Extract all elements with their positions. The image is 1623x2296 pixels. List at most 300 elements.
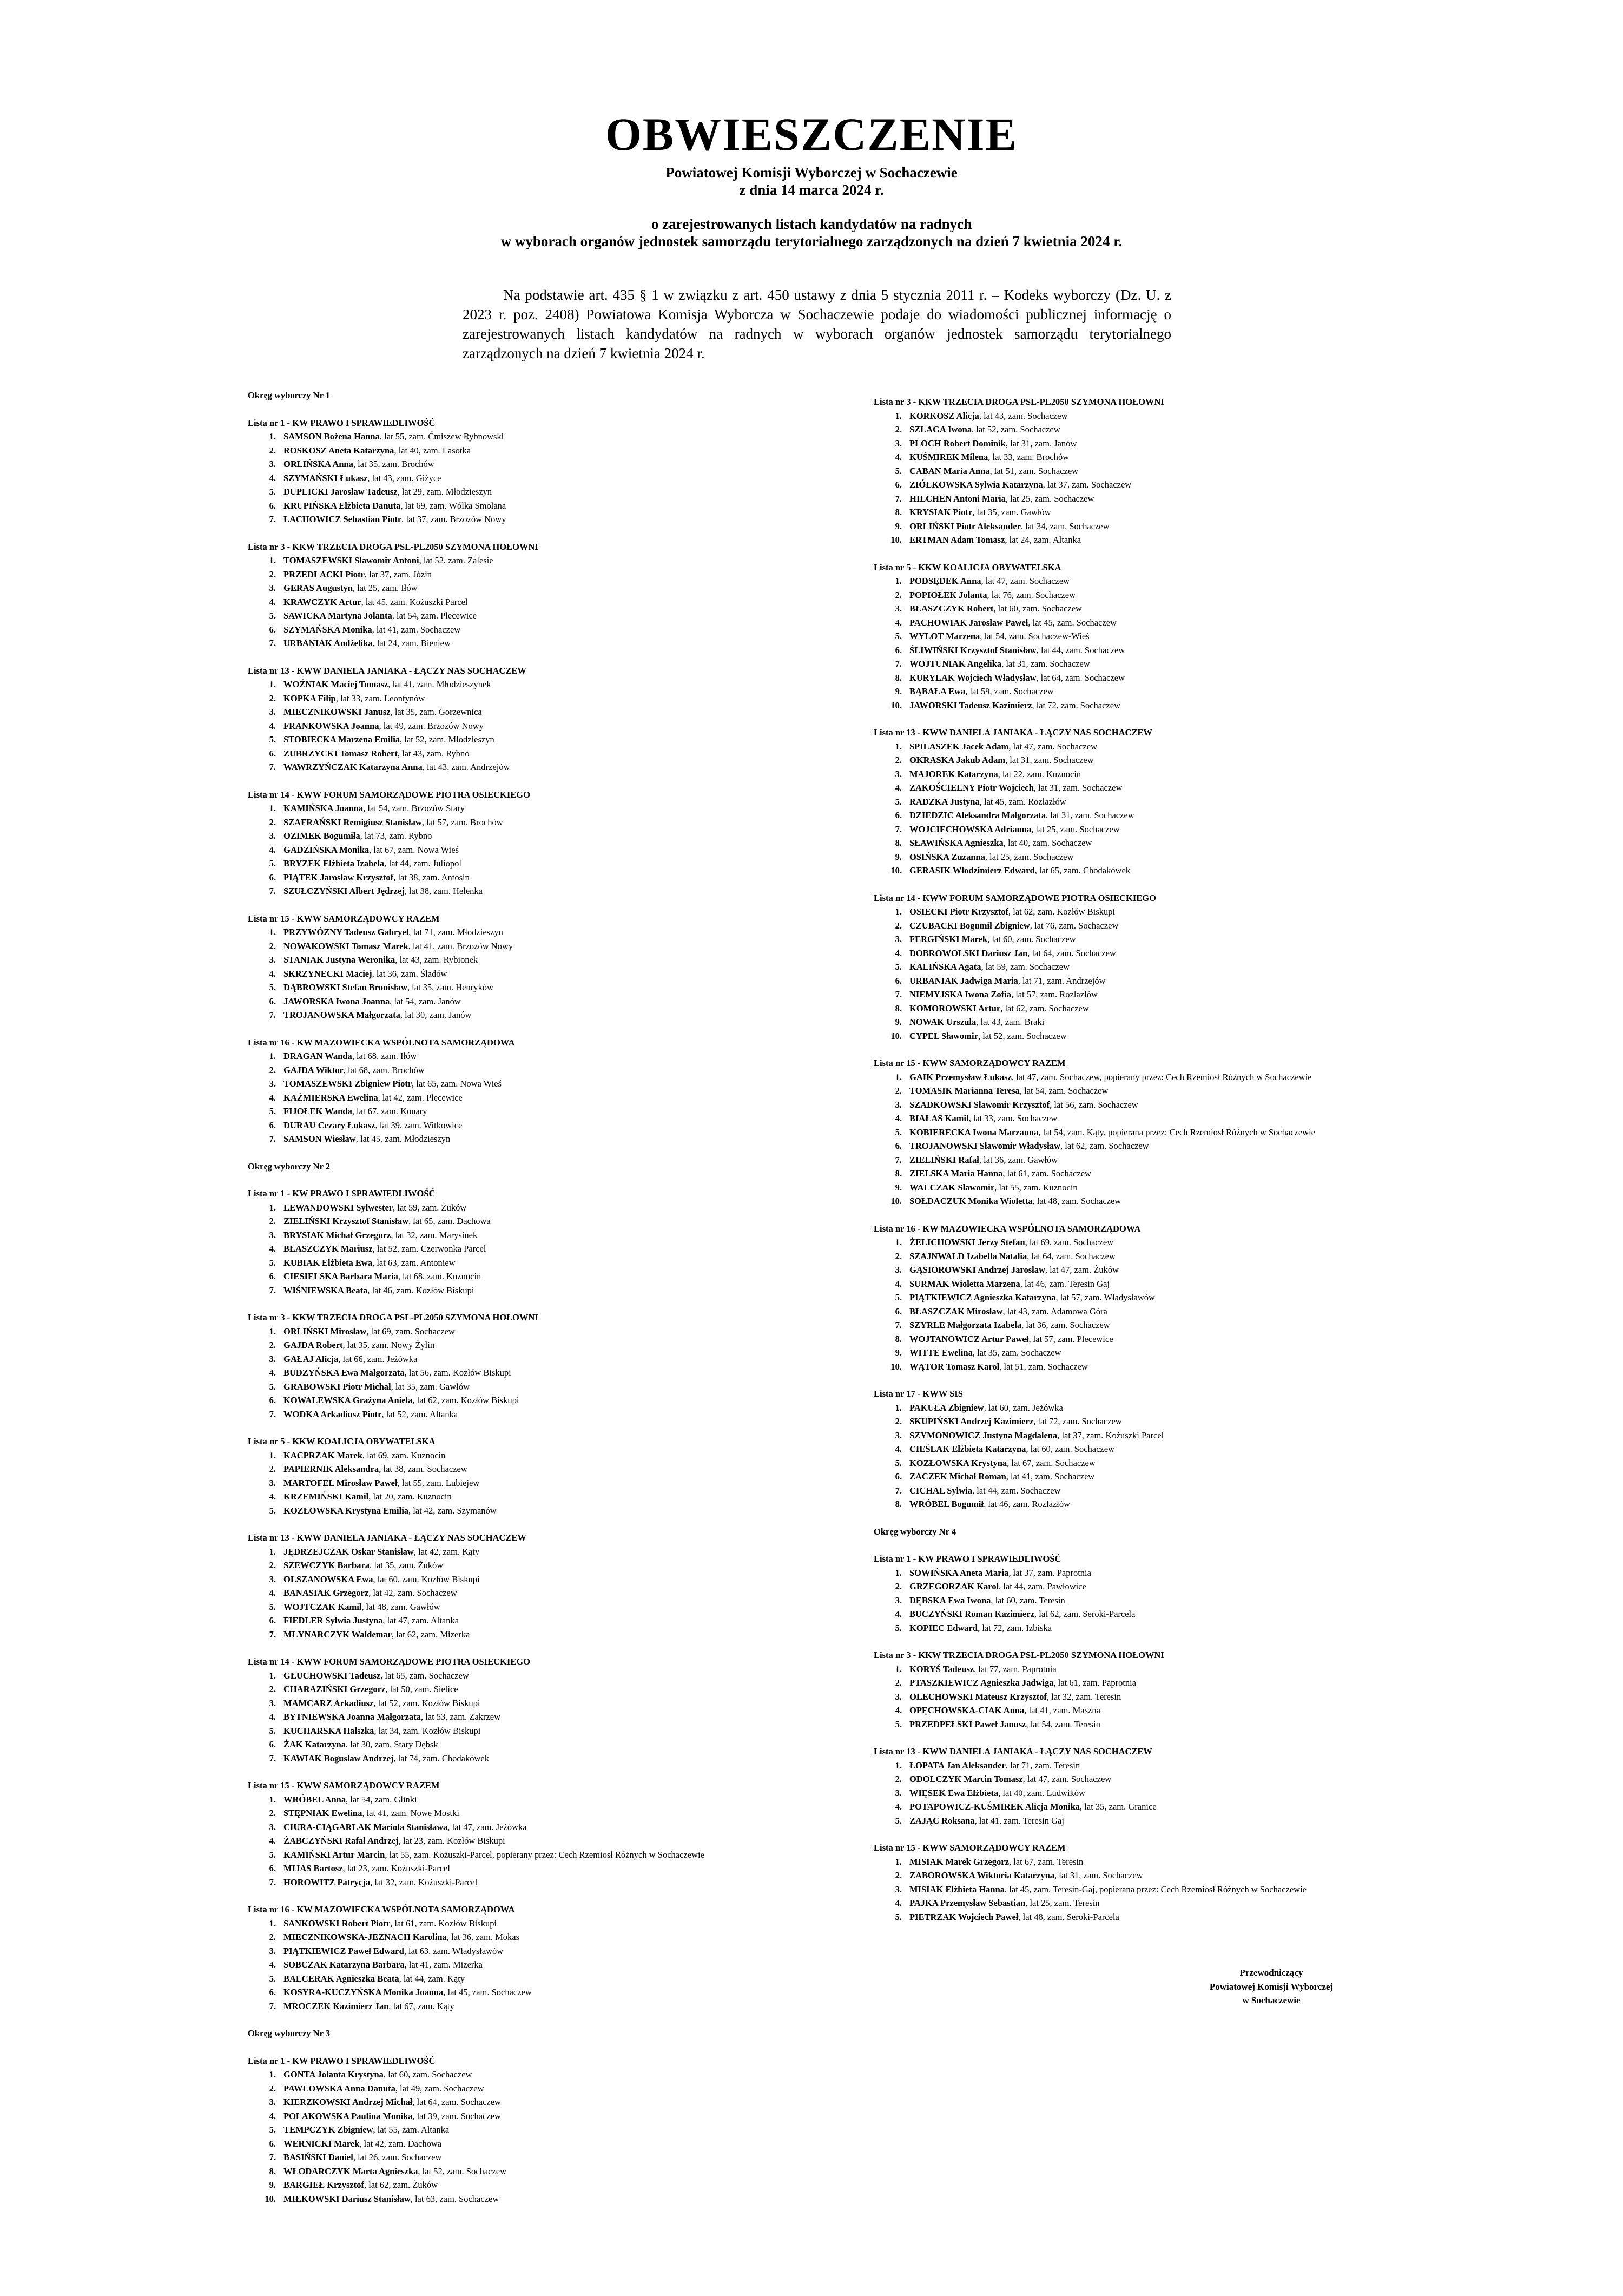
candidate-row bbox=[248, 995, 870, 1009]
candidate-name: KACPRZAK Marek bbox=[283, 1450, 362, 1461]
candidate-details: , lat 62, zam. Żuków bbox=[364, 2180, 438, 2190]
candidate-number: 6. bbox=[269, 748, 276, 759]
candidate-row bbox=[874, 1621, 1496, 1635]
candidate-number: 3. bbox=[895, 1691, 902, 1702]
candidate-name: NOWAKOWSKI Tomasz Marek bbox=[283, 940, 408, 951]
candidate-number: 3. bbox=[895, 603, 902, 614]
candidate-details: , lat 45, zam. Sochaczew bbox=[443, 1987, 532, 1997]
candidate-row bbox=[874, 1167, 1496, 1181]
candidate-details: , lat 54, zam. Plecewice bbox=[392, 610, 477, 621]
candidate-text bbox=[902, 795, 1496, 809]
candidate-details: , lat 37, zam. Sochaczew bbox=[1043, 479, 1132, 490]
candidate-row bbox=[874, 464, 1496, 478]
candidate-number: 5. bbox=[269, 1725, 276, 1736]
candidate-name: ZUBRZYCKI Tomasz Robert bbox=[283, 748, 398, 759]
candidate-number: 6. bbox=[269, 1120, 276, 1130]
candidate-number: 1. bbox=[269, 803, 276, 813]
candidate-details: , lat 36, zam. Sochaczew bbox=[1021, 1320, 1110, 1330]
candidate-name: WOŹNIAK Maciej Tomasz bbox=[283, 679, 388, 689]
candidate-number: 5. bbox=[269, 1257, 276, 1268]
candidate-number: 5. bbox=[269, 2124, 276, 2135]
candidate-row bbox=[248, 1724, 870, 1738]
candidate-number: 7. bbox=[269, 1134, 276, 1144]
candidate-row bbox=[248, 1228, 870, 1242]
candidate-number: 7. bbox=[269, 514, 276, 524]
candidate-number: 5. bbox=[895, 962, 902, 972]
candidate-row bbox=[248, 485, 870, 499]
candidate-text bbox=[276, 2150, 870, 2165]
candidate-text bbox=[902, 643, 1496, 657]
candidate-text bbox=[276, 1628, 870, 1642]
candidate-name: SOBCZAK Katarzyna Barbara bbox=[283, 1959, 405, 1970]
candidate-number: 7. bbox=[269, 886, 276, 896]
candidate-text bbox=[902, 1277, 1496, 1291]
candidate-number: 4. bbox=[895, 948, 902, 958]
candidate-text bbox=[276, 857, 870, 871]
candidate-details: , lat 57, zam. Brochów bbox=[421, 817, 503, 827]
candidate-name: TOMASZEWSKI Zbigniew Piotr bbox=[283, 1078, 412, 1089]
candidate-name: POTAPOWICZ-KUŚMIREK Alicja Monika bbox=[909, 1801, 1080, 1812]
candidate-number: 2. bbox=[269, 1340, 276, 1350]
candidate-details: , lat 41, zam. Mizerka bbox=[404, 1959, 483, 1970]
candidate-number: 6. bbox=[895, 644, 902, 655]
candidate-details: , lat 57, zam. Rozlazłów bbox=[1011, 989, 1098, 999]
candidate-text bbox=[276, 471, 870, 485]
candidate-row bbox=[248, 1119, 870, 1133]
candidate-name: LEWANDOWSKI Sylwester bbox=[283, 1202, 393, 1213]
candidate-row bbox=[874, 505, 1496, 519]
candidate-number: 9. bbox=[895, 1347, 902, 1358]
candidate-number: 6. bbox=[895, 479, 902, 490]
candidate-text bbox=[276, 1917, 870, 1931]
candidate-name: SKUPIŃSKI Andrzej Kazimierz bbox=[909, 1416, 1034, 1426]
candidate-details: , lat 43, zam. Rybno bbox=[397, 748, 470, 759]
candidate-details: , lat 60, zam. Jeżówka bbox=[984, 1402, 1063, 1413]
candidate-details: , lat 65, zam. Dachowa bbox=[408, 1216, 491, 1226]
candidate-row bbox=[248, 2123, 870, 2137]
candidate-details: , lat 54, zam. Kąty, popierana przez: Cech Rzemiosł Różnych w Sochaczewie bbox=[1038, 1127, 1315, 1137]
candidate-number: 5. bbox=[269, 1381, 276, 1392]
candidate-number: 1. bbox=[269, 1794, 276, 1805]
candidate-details: , lat 52, zam. Zalesie bbox=[419, 555, 493, 565]
candidate-number: 7. bbox=[269, 638, 276, 648]
candidate-details: , lat 42, zam. Plecewice bbox=[378, 1092, 463, 1103]
candidate-number: 4. bbox=[269, 596, 276, 607]
candidate-text bbox=[902, 850, 1496, 864]
candidate-details: , lat 62, zam. Sochaczew bbox=[1060, 1141, 1149, 1151]
candidate-name: WĄTOR Tomasz Karol bbox=[909, 1361, 1000, 1372]
list-title: Lista nr 1 - KW PRAWO I SPRAWIEDLIWOŚĆ bbox=[248, 2055, 436, 2066]
candidate-list bbox=[248, 1036, 870, 1146]
list-title: Lista nr 16 - KW MAZOWIECKA WSPÓLNOTA SAMORZĄDOWA bbox=[248, 1904, 515, 1915]
candidate-details: , lat 33, zam. Leontynów bbox=[335, 693, 425, 703]
candidate-number: 1. bbox=[895, 1856, 902, 1867]
candidate-number: 8. bbox=[895, 1003, 902, 1014]
candidate-details: , lat 33, zam. Brochów bbox=[988, 452, 1070, 462]
candidate-row bbox=[874, 1883, 1496, 1897]
candidate-details: , lat 48, zam. Gawłów bbox=[361, 1601, 440, 1612]
candidate-row bbox=[248, 1710, 870, 1724]
candidate-number: 7. bbox=[269, 1629, 276, 1640]
candidate-name: OKRASKA Jakub Adam bbox=[909, 755, 1005, 765]
candidate-row bbox=[248, 609, 870, 623]
candidate-list bbox=[874, 726, 1496, 878]
candidate-name: KOBIERECKA Iwona Marzanna bbox=[909, 1127, 1039, 1137]
candidate-name: KUCHARSKA Halszka bbox=[283, 1725, 374, 1736]
candidate-number: 5. bbox=[895, 465, 902, 476]
candidate-details: , lat 43, zam. Adamowa Góra bbox=[1002, 1306, 1107, 1317]
candidate-details: , lat 64, zam. Sochaczew bbox=[1027, 1251, 1116, 1261]
candidate-text bbox=[276, 1063, 870, 1077]
candidate-details: , lat 37, zam. Brzozów Nowy bbox=[401, 514, 506, 524]
notice-date: z dnia 14 marca 2024 r. bbox=[739, 182, 884, 198]
candidate-name: MROCZEK Kazimierz Jan bbox=[283, 2001, 389, 2011]
candidate-row bbox=[248, 1834, 870, 1848]
candidate-details: , lat 32, zam. Marysinek bbox=[391, 1229, 478, 1240]
candidate-text bbox=[902, 423, 1496, 437]
candidate-number: 2. bbox=[895, 1677, 902, 1688]
candidate-number: 1. bbox=[269, 431, 276, 442]
candidate-details: , lat 44, zam. Pawłowice bbox=[999, 1581, 1086, 1591]
candidate-row bbox=[248, 457, 870, 471]
candidate-name: BYTNIEWSKA Joanna Małgorzata bbox=[283, 1712, 421, 1722]
candidate-text bbox=[902, 946, 1496, 960]
candidate-row bbox=[874, 1181, 1496, 1195]
candidate-row bbox=[874, 836, 1496, 850]
candidate-text bbox=[276, 499, 870, 513]
list-title: Lista nr 1 - KW PRAWO I SPRAWIEDLIWOŚĆ bbox=[248, 1188, 436, 1199]
candidate-name: ZIÓŁKOWSKA Sylwia Katarzyna bbox=[909, 479, 1043, 490]
candidate-text bbox=[276, 1201, 870, 1215]
candidate-number: 6. bbox=[269, 624, 276, 635]
candidate-row bbox=[248, 1407, 870, 1422]
candidate-details: , lat 67, zam. Teresin bbox=[1008, 1856, 1084, 1867]
candidate-name: PAKUŁA Zbigniew bbox=[909, 1402, 984, 1413]
candidate-number: 8. bbox=[895, 1333, 902, 1344]
candidate-text bbox=[276, 1669, 870, 1683]
candidate-details: , lat 72, zam. Sochaczew bbox=[1033, 1416, 1122, 1426]
candidate-row bbox=[248, 1696, 870, 1711]
candidate-text bbox=[902, 478, 1496, 492]
candidate-details: , lat 62, zam. Sochaczew bbox=[1000, 1003, 1089, 1014]
candidate-name: SZLAGA Iwona bbox=[909, 424, 972, 435]
candidate-list bbox=[874, 1552, 1496, 1635]
candidate-row bbox=[248, 1338, 870, 1352]
candidate-text bbox=[902, 519, 1496, 534]
candidate-name: WERNICKI Marek bbox=[283, 2138, 360, 2149]
candidate-number: 5. bbox=[269, 1849, 276, 1860]
intro-paragraph: Na podstawie art. 435 § 1 w związku z art. 450 ustawy z dnia 5 stycznia 2011 r. – Kodeks wyborczy (Dz. U. z 2023 r. poz. 2408) Powiatowa Komisja Wyborcza w Sochaczewie podaje do wiadomości publicznej informację o zarejestrowanych listach kandydatów na radnych w wyborach organów jednostek samorządu terytorialnego zarządzonych na dzień 7 kwietnia 2024 r. bbox=[463, 287, 1171, 361]
candidate-details: , lat 63, zam. Władysławów bbox=[404, 1945, 504, 1956]
candidate-name: GAJDA Robert bbox=[283, 1340, 343, 1350]
candidate-name: GĄSIOROWSKI Andrzej Jarosław bbox=[909, 1265, 1045, 1275]
candidate-row bbox=[874, 1291, 1496, 1305]
candidate-row bbox=[874, 1153, 1496, 1167]
candidate-number: 3. bbox=[269, 1698, 276, 1708]
candidate-number: 2. bbox=[269, 445, 276, 456]
candidate-list bbox=[248, 664, 870, 774]
candidate-row bbox=[248, 1352, 870, 1366]
candidate-details: , lat 43, zam. Sochaczew bbox=[979, 410, 1068, 421]
notice-subject-line1: o zarejestrowanych listach kandydatów na radnych bbox=[651, 216, 972, 232]
candidate-name: MIECZNIKOWSKA-JEZNACH Karolina bbox=[283, 1932, 447, 1942]
candidate-row bbox=[874, 1566, 1496, 1580]
candidate-text bbox=[902, 1084, 1496, 1098]
candidate-details: , lat 69, zam. Sochaczew bbox=[1025, 1237, 1114, 1247]
candidate-row bbox=[248, 1752, 870, 1766]
candidate-details: , lat 29, zam. Młodzieszyn bbox=[397, 486, 492, 497]
list-title: Lista nr 1 - KW PRAWO I SPRAWIEDLIWOŚĆ bbox=[874, 1554, 1061, 1564]
candidate-name: JAWORSKA Iwona Joanna bbox=[283, 996, 390, 1006]
candidate-name: BANASIAK Grzegorz bbox=[283, 1588, 369, 1598]
candidate-row bbox=[248, 1462, 870, 1476]
candidate-text bbox=[902, 919, 1496, 933]
candidate-text bbox=[276, 2082, 870, 2096]
candidate-name: FIEDLER Sylwia Justyna bbox=[283, 1615, 383, 1626]
candidate-text bbox=[902, 588, 1496, 602]
candidate-text bbox=[902, 437, 1496, 451]
candidate-number: 3. bbox=[269, 1353, 276, 1364]
candidate-details: , lat 55, zam. Kuznocin bbox=[994, 1182, 1078, 1193]
candidate-name: CIURA-CIĄGARLAK Mariola Stanisława bbox=[283, 1821, 448, 1832]
candidate-details: , lat 69, zam. Wólka Smolana bbox=[400, 500, 506, 511]
candidate-text bbox=[902, 1497, 1496, 1511]
candidate-name: KUŚMIREK Milena bbox=[909, 452, 988, 462]
candidate-text bbox=[902, 1415, 1496, 1429]
candidate-details: , lat 60, zam. Sochaczew bbox=[1026, 1444, 1114, 1454]
candidate-name: CICHAL Sylwia bbox=[909, 1485, 972, 1496]
candidate-row bbox=[248, 1214, 870, 1228]
candidate-text bbox=[902, 1718, 1496, 1732]
district-section bbox=[248, 389, 870, 1146]
candidate-number: 2. bbox=[895, 1085, 902, 1096]
candidate-number: 5. bbox=[269, 610, 276, 621]
candidate-number: 6. bbox=[269, 500, 276, 511]
candidate-row bbox=[248, 925, 870, 939]
candidate-name: KAMIŃSKA Joanna bbox=[283, 803, 364, 813]
candidate-details: , lat 76, zam. Sochaczew bbox=[987, 589, 1076, 600]
candidate-text bbox=[276, 1228, 870, 1242]
candidate-details: , lat 23, zam. Kożuszki-Parcel bbox=[342, 1863, 450, 1873]
candidate-text bbox=[276, 1682, 870, 1696]
candidate-row bbox=[248, 1256, 870, 1270]
candidate-number: 4. bbox=[895, 782, 902, 793]
candidate-number: 4. bbox=[269, 472, 276, 483]
candidate-row bbox=[874, 1759, 1496, 1773]
list-title: Lista nr 14 - KWW FORUM SAMORZĄDOWE PIOTRA OSIECKIEGO bbox=[874, 892, 1156, 903]
candidate-row bbox=[248, 1586, 870, 1600]
candidate-row bbox=[248, 1972, 870, 1986]
candidate-row bbox=[248, 1393, 870, 1407]
candidate-details: , lat 47, zam. Sochaczew bbox=[1022, 1774, 1112, 1784]
candidate-name: SZAFRAŃSKI Remigiusz Stanisław bbox=[283, 817, 422, 827]
candidate-name: KIERZKOWSKI Andrzej Michał bbox=[283, 2097, 413, 2107]
candidate-details: , lat 52, zam. Kozłów Biskupi bbox=[373, 1698, 480, 1708]
candidate-number: 3. bbox=[895, 1884, 902, 1894]
candidate-number: 10. bbox=[890, 1361, 902, 1372]
candidate-text bbox=[276, 623, 870, 637]
candidate-name: PAJKA Przemysław Sebastian bbox=[909, 1898, 1026, 1908]
candidate-details: , lat 55, zam. Altanka bbox=[373, 2124, 450, 2135]
candidate-row bbox=[248, 1201, 870, 1215]
candidate-name: BĄBAŁA Ewa bbox=[909, 686, 966, 696]
candidate-name: GAJDA Wiktor bbox=[283, 1064, 344, 1075]
candidate-text bbox=[276, 1049, 870, 1063]
candidate-number: 6. bbox=[269, 1271, 276, 1281]
candidate-name: WOJTUNIAK Angelika bbox=[909, 659, 1002, 669]
candidate-name: NOWAK Urszula bbox=[909, 1017, 977, 1027]
candidate-row bbox=[874, 574, 1496, 588]
candidate-number: 1. bbox=[895, 576, 902, 586]
candidate-number: 2. bbox=[269, 1064, 276, 1075]
candidate-row bbox=[248, 1628, 870, 1642]
candidate-details: , lat 61, zam. Paprotnia bbox=[1053, 1677, 1137, 1688]
candidate-number: 3. bbox=[269, 1477, 276, 1488]
candidate-details: , lat 68, zam. Kuznocin bbox=[398, 1271, 481, 1281]
candidate-text bbox=[276, 1985, 870, 1999]
candidate-name: BŁASZCZAK Mirosław bbox=[909, 1306, 1003, 1317]
candidate-number: 3. bbox=[895, 1787, 902, 1798]
candidate-text bbox=[902, 864, 1496, 878]
candidate-list bbox=[248, 416, 870, 527]
candidate-text bbox=[902, 1759, 1496, 1773]
candidate-details: , lat 46, zam. Teresin Gaj bbox=[1020, 1278, 1110, 1289]
candidate-row bbox=[874, 1855, 1496, 1869]
candidate-list bbox=[874, 561, 1496, 713]
candidate-name: KAŹMIERSKA Ewelina bbox=[283, 1092, 378, 1103]
candidate-text bbox=[276, 1104, 870, 1119]
candidate-name: SKRZYNECKI Maciej bbox=[283, 968, 372, 979]
candidate-number: 3. bbox=[895, 1595, 902, 1606]
candidate-name: WIĘSEK Ewa Elżbieta bbox=[909, 1787, 999, 1798]
list-title: Lista nr 16 - KW MAZOWIECKA WSPÓLNOTA SAMORZĄDOWA bbox=[248, 1037, 515, 1048]
candidate-name: CABAN Maria Anna bbox=[909, 465, 990, 476]
candidate-row bbox=[874, 409, 1496, 423]
candidate-row bbox=[248, 1325, 870, 1339]
candidate-name: BALCERAK Agnieszka Beata bbox=[283, 1973, 399, 1984]
candidate-row bbox=[248, 1848, 870, 1862]
candidate-row bbox=[248, 2165, 870, 2179]
candidate-details: , lat 71, zam. Teresin bbox=[1005, 1760, 1080, 1771]
candidate-number: 7. bbox=[269, 2001, 276, 2011]
candidate-list bbox=[874, 1222, 1496, 1374]
candidate-number: 4. bbox=[269, 844, 276, 855]
candidate-number: 2. bbox=[895, 920, 902, 931]
candidate-row bbox=[248, 430, 870, 444]
candidate-details: , lat 40, zam. Ludwików bbox=[998, 1787, 1085, 1798]
candidate-text bbox=[276, 677, 870, 692]
candidate-text bbox=[276, 1558, 870, 1573]
candidate-text bbox=[902, 657, 1496, 671]
candidate-name: ORLIŃSKA Anna bbox=[283, 459, 353, 469]
candidate-text bbox=[276, 581, 870, 595]
candidate-number: 7. bbox=[269, 2152, 276, 2162]
candidate-number: 4. bbox=[269, 1588, 276, 1598]
candidate-text bbox=[276, 843, 870, 857]
candidate-text bbox=[902, 988, 1496, 1002]
candidate-details: , lat 41, zam. Teresin Gaj bbox=[974, 1815, 1064, 1826]
candidate-number: 5. bbox=[895, 1622, 902, 1633]
candidate-text bbox=[276, 1710, 870, 1724]
candidate-text bbox=[276, 595, 870, 609]
candidate-number: 2. bbox=[269, 1932, 276, 1942]
candidate-text bbox=[902, 409, 1496, 423]
candidate-name: DUPLICKI Jarosław Tadeusz bbox=[283, 486, 398, 497]
list-title: Lista nr 1 - KW PRAWO I SPRAWIEDLIWOŚĆ bbox=[248, 417, 436, 428]
candidate-name: OZIMEK Bogumiła bbox=[283, 831, 360, 841]
candidate-name: PAPIERNIK Aleksandra bbox=[283, 1464, 379, 1474]
candidate-text bbox=[902, 1896, 1496, 1910]
candidate-row bbox=[874, 423, 1496, 437]
candidate-number: 5. bbox=[269, 858, 276, 869]
candidate-details: , lat 38, zam. Helenka bbox=[404, 886, 483, 896]
candidate-details: , lat 35, zam. Gawłów bbox=[391, 1381, 470, 1392]
candidate-row bbox=[874, 1098, 1496, 1112]
signature-commission: Powiatowej Komisji Wyborczej bbox=[1209, 1981, 1334, 1992]
candidate-list bbox=[248, 1187, 870, 1297]
candidate-name: OLSZANOWSKA Ewa bbox=[283, 1574, 373, 1584]
candidate-row bbox=[248, 1669, 870, 1683]
candidate-number: 6. bbox=[895, 975, 902, 986]
list-title: Lista nr 14 - KWW FORUM SAMORZĄDOWE PIOTRA OSIECKIEGO bbox=[248, 1656, 530, 1667]
candidate-row bbox=[874, 974, 1496, 988]
candidate-number: 2. bbox=[895, 1581, 902, 1591]
candidate-number: 6. bbox=[895, 1471, 902, 1482]
candidate-row bbox=[248, 1242, 870, 1256]
candidate-text bbox=[902, 602, 1496, 616]
candidate-text bbox=[276, 1586, 870, 1600]
candidate-number: 4. bbox=[269, 2110, 276, 2121]
candidate-name: POLAKOWSKA Paulina Monika bbox=[283, 2110, 413, 2121]
candidate-number: 3. bbox=[895, 768, 902, 779]
candidate-number: 1. bbox=[269, 1202, 276, 1213]
candidate-number: 5. bbox=[895, 1292, 902, 1302]
candidate-details: , lat 59, zam. Sochaczew bbox=[981, 962, 1070, 972]
candidate-text bbox=[902, 1098, 1496, 1112]
candidate-row bbox=[248, 884, 870, 898]
candidate-number: 7. bbox=[895, 989, 902, 999]
candidate-number: 3. bbox=[895, 934, 902, 944]
candidate-row bbox=[874, 1429, 1496, 1443]
candidate-text bbox=[276, 430, 870, 444]
candidate-details: , lat 25, zam. Sochaczew bbox=[1031, 824, 1120, 834]
candidate-details: , lat 34, zam. Kozłów Biskupi bbox=[374, 1725, 481, 1736]
candidate-details: , lat 47, zam. Sochaczew bbox=[1008, 741, 1097, 752]
candidate-name: CHARAZIŃSKI Grzegorz bbox=[283, 1684, 386, 1694]
district-section bbox=[874, 395, 1496, 1511]
candidate-text bbox=[276, 1958, 870, 1972]
candidate-text bbox=[276, 1366, 870, 1380]
candidate-name: GŁUCHOWSKI Tadeusz bbox=[283, 1670, 381, 1681]
candidate-row bbox=[248, 623, 870, 637]
candidate-text bbox=[276, 1449, 870, 1463]
candidate-name: KRZEMIŃSKI Kamil bbox=[283, 1491, 369, 1502]
candidate-row bbox=[248, 1999, 870, 2014]
candidate-details: , lat 52, zam. Altanka bbox=[381, 1409, 458, 1419]
candidate-row bbox=[248, 2068, 870, 2082]
candidate-details: , lat 36, zam. Śladów bbox=[372, 968, 447, 979]
candidate-name: WRÓBEL Bogumił bbox=[909, 1499, 984, 1509]
candidate-details: , lat 44, zam. Sochaczew bbox=[1036, 644, 1125, 655]
candidate-number: 1. bbox=[269, 1546, 276, 1557]
candidate-row bbox=[874, 1896, 1496, 1910]
candidate-name: PIĄTKIEWICZ Paweł Edward bbox=[283, 1945, 404, 1956]
candidate-text bbox=[276, 1724, 870, 1738]
candidate-number: 4. bbox=[895, 452, 902, 462]
candidate-number: 7. bbox=[895, 1320, 902, 1330]
candidate-name: CZUBACKI Bogumił Zbigniew bbox=[909, 920, 1030, 931]
candidate-number: 4. bbox=[895, 1801, 902, 1812]
